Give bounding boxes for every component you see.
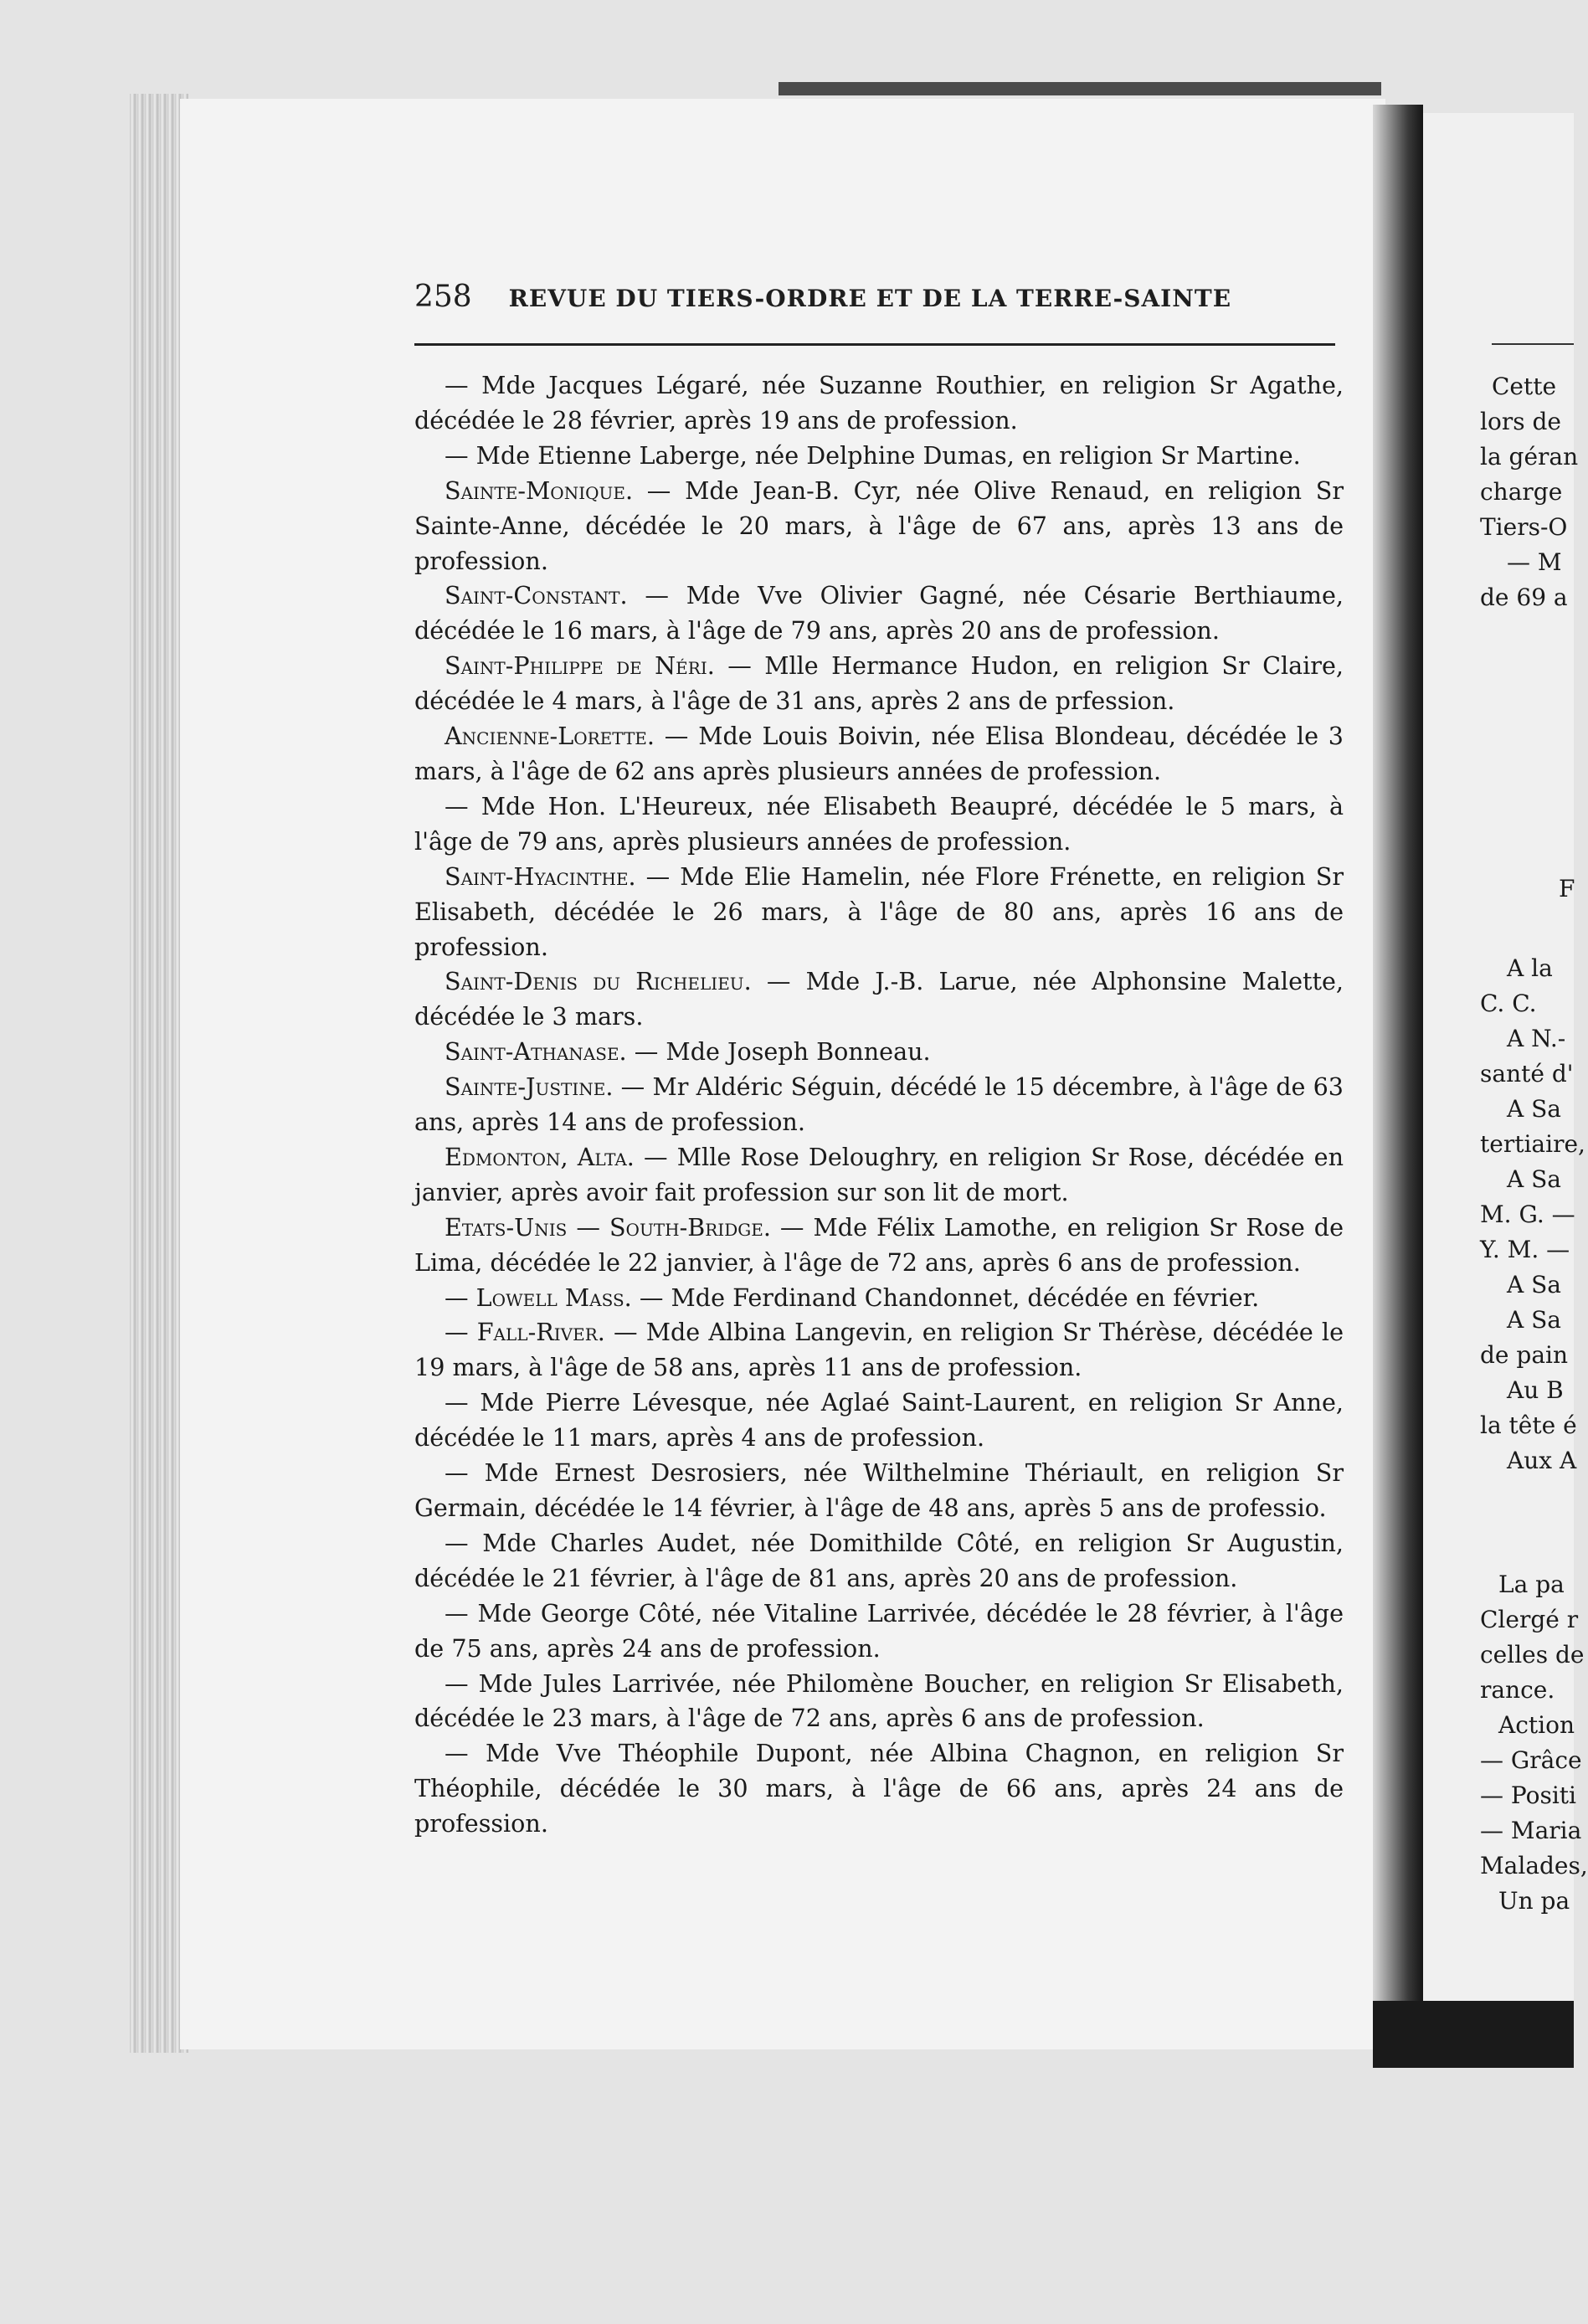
facing-page-fragment: rance. [1480, 1676, 1555, 1704]
place-name: Saint-Philippe de Néri. [445, 651, 715, 681]
bottom-shadow [1373, 2001, 1574, 2068]
facing-page-fragment: la tête é [1480, 1411, 1577, 1439]
place-name: Saint-Hyacinthe. [445, 861, 636, 891]
obituary-entry [414, 578, 1344, 649]
obituary-entry [414, 719, 1344, 789]
entry-text: — Mde Jules Larrivée, née Philomène Boucher, en religion Sr Elisabeth, décédée le 23 mars, à l'âge de 72 ans, après 6 ans de profession. [414, 1668, 1344, 1733]
place-name: Edmonton, Alta. [445, 1142, 635, 1171]
place-name: — Lowell Mass. [445, 1283, 632, 1312]
obituary-entry [414, 1211, 1344, 1281]
entry-text: — Mde George Côté, née Vitaline Larrivée, décédée le 28 février, à l'âge de 75 ans, après 24 ans de profession. [414, 1598, 1344, 1663]
entry-text: — Mde Jacques Légaré, née Suzanne Routhier, en religion Sr Agathe, décédée le 28 février, après 19 ans de profession. [414, 371, 1344, 434]
facing-page-fragment: Cette [1492, 373, 1557, 400]
obituary-entry [414, 1281, 1344, 1316]
facing-page-fragment: — Positi [1480, 1782, 1576, 1809]
facing-page-fragment: A Sa [1507, 1306, 1561, 1334]
page-header [414, 280, 1335, 321]
facing-page-fragment: celles de [1480, 1641, 1585, 1668]
place-name: Etats-Unis — South-Bridge. [445, 1212, 771, 1242]
facing-page-fragment: Clergé r [1480, 1606, 1579, 1633]
obituary-entry [414, 439, 1344, 474]
entry-text: — Mlle Hermance Hudon, en religion Sr Claire, décédée le 4 mars, à l'âge de 31 ans, après 2 ans de prfession. [414, 651, 1344, 716]
facing-page-fragment: Y. M. — [1480, 1236, 1570, 1263]
obituary-entry [414, 368, 1344, 439]
entry-text: — Mde Pierre Lévesque, née Aglaé Saint-Laurent, en religion Sr Anne, décédée le 11 mars, après 4 ans de profession. [414, 1388, 1344, 1452]
facing-page-fragment: charge [1480, 478, 1563, 506]
entry-text: — Mde Jean-B. Cyr, née Olive Renaud, en religion Sr Sainte-Anne, décédée le 20 mars, à l'âge de 67 ans, après 13 ans de profession. [414, 476, 1344, 575]
obituary-entry [414, 1526, 1344, 1596]
facing-page-fragment: Malades, [1480, 1852, 1588, 1879]
facing-page-fragment: A N.- [1507, 1025, 1566, 1052]
entry-text: — Mde Elie Hamelin, née Flore Frénette, en religion Sr Elisabeth, décédée le 26 mars, à l'âge de 80 ans, après 16 ans de profession. [414, 861, 1344, 961]
facing-page-fragment: La pa [1498, 1571, 1565, 1598]
place-name: Sainte-Justine. [445, 1072, 614, 1102]
entry-text: — Mde Etienne Laberge, née Delphine Dumas, en religion Sr Martine. [445, 440, 1301, 470]
facing-page-fragment: — M [1507, 548, 1562, 576]
entry-text: — Mde Vve Théophile Dupont, née Albina Chagnon, en religion Sr Théophile, décédée le 30 mars, à l'âge de 66 ans, après 24 ans de profession. [414, 1739, 1344, 1838]
obituary-entry [414, 789, 1344, 860]
page-gutter-shadow [1373, 105, 1423, 2055]
facing-page-fragment: A Sa [1507, 1271, 1561, 1298]
facing-page-fragment: Tiers-O [1480, 513, 1568, 541]
entry-text: — Mde Louis Boivin, née Elisa Blondeau, décédée le 3 mars, à l'âge de 62 ans après plusieurs années de profession. [414, 722, 1344, 785]
place-name: Ancienne-Lorette. [445, 722, 655, 751]
top-binding-strip [779, 82, 1381, 95]
entry-text: — Mde Albina Langevin, en religion Sr Thérèse, décédée le 19 mars, à l'âge de 58 ans, après 11 ans de profession. [414, 1318, 1344, 1382]
place-name: — Fall-River. [445, 1318, 605, 1347]
facing-page-fragment: Action [1498, 1711, 1575, 1739]
facing-page-fragment: A Sa [1507, 1095, 1561, 1123]
obituary-entry [414, 964, 1344, 1035]
entry-text: — Mde Charles Audet, née Domithilde Côté, en religion Sr Augustin, décédée le 21 février, à l'âge de 81 ans, après 20 ans de profession. [414, 1528, 1344, 1592]
entry-text: — Mde Joseph Bonneau. [626, 1037, 931, 1067]
facing-page-fragment: santé d' [1480, 1060, 1574, 1087]
place-name: Saint-Constant. [445, 581, 628, 610]
obituary-entry [414, 860, 1344, 965]
entry-text: — Mde J.-B. Larue, née Alphonsine Malette, décédée le 3 mars. [414, 967, 1344, 1031]
obituary-list [414, 368, 1344, 1842]
obituary-entry [414, 1035, 1344, 1070]
entry-text: — Mde Félix Lamothe, en religion Sr Rose de Lima, décédée le 22 janvier, à l'âge de 72 ans, après 6 ans de profession. [414, 1212, 1344, 1277]
facing-page-fragment: tertiaire, [1480, 1130, 1585, 1158]
facing-page-fragment: la géran [1480, 443, 1579, 470]
place-name: Sainte-Monique. [445, 476, 634, 505]
header-rule [414, 343, 1335, 346]
obituary-entry [414, 1456, 1344, 1526]
obituary-entry [414, 649, 1344, 719]
obituary-entry [414, 1070, 1344, 1140]
facing-page-fragment: C. C. [1480, 990, 1537, 1017]
facing-page-header-rule [1492, 343, 1574, 345]
obituary-entry [414, 1140, 1344, 1211]
facing-page-fragment: — Maria [1480, 1817, 1582, 1844]
entry-text: — Mr Aldéric Séguin, décédé le 15 décembre, à l'âge de 63 ans, après 14 ans de profession. [414, 1072, 1344, 1137]
obituary-entry [414, 1736, 1344, 1842]
facing-page-fragment: Au B [1507, 1376, 1564, 1404]
facing-page-fragment: F [1559, 875, 1575, 902]
facing-page-fragment: de 69 a [1480, 584, 1568, 611]
entry-text: — Mde Ernest Desrosiers, née Wilthelmine Thériault, en religion Sr Germain, décédée le 14 février, à l'âge de 48 ans, après 5 ans de professio. [414, 1458, 1344, 1522]
page-number: 258 [414, 280, 472, 314]
place-name: Saint-Athanase. [445, 1037, 627, 1067]
obituary-entry [414, 474, 1344, 579]
entry-text: — Mde Vve Olivier Gagné, née Césarie Berthiaume, décédée le 16 mars, à l'âge de 79 ans, après 20 ans de profession. [414, 581, 1344, 645]
entry-text: — Mde Ferdinand Chandonnet, décédée en février. [631, 1283, 1260, 1312]
obituary-entry [414, 1667, 1344, 1737]
entry-text: — Mlle Rose Deloughry, en religion Sr Rose, décédée en janvier, après avoir fait profession sur son lit de mort. [414, 1142, 1344, 1206]
facing-page-fragment: A la [1507, 954, 1553, 982]
obituary-entry [414, 1315, 1344, 1386]
obituary-entry [414, 1596, 1344, 1667]
facing-page-fragment: M. G. — [1480, 1201, 1575, 1228]
place-name: Saint-Denis du Richelieu. [445, 967, 752, 996]
facing-page-fragment: Un pa [1498, 1887, 1570, 1915]
obituary-entry [414, 1386, 1344, 1456]
facing-page-fragment: Aux A [1507, 1447, 1577, 1474]
entry-text: — Mde Hon. L'Heureux, née Elisabeth Beaupré, décédée le 5 mars, à l'âge de 79 ans, après plusieurs années de profession. [414, 791, 1344, 856]
running-title: REVUE DU TIERS-ORDRE ET DE LA TERRE-SAINTE [508, 285, 1232, 312]
facing-page-fragment: lors de [1480, 408, 1561, 435]
facing-page-fragment: de pain [1480, 1341, 1568, 1369]
facing-page-fragment: — Grâce [1480, 1746, 1582, 1774]
facing-page-fragment: A Sa [1507, 1165, 1561, 1193]
